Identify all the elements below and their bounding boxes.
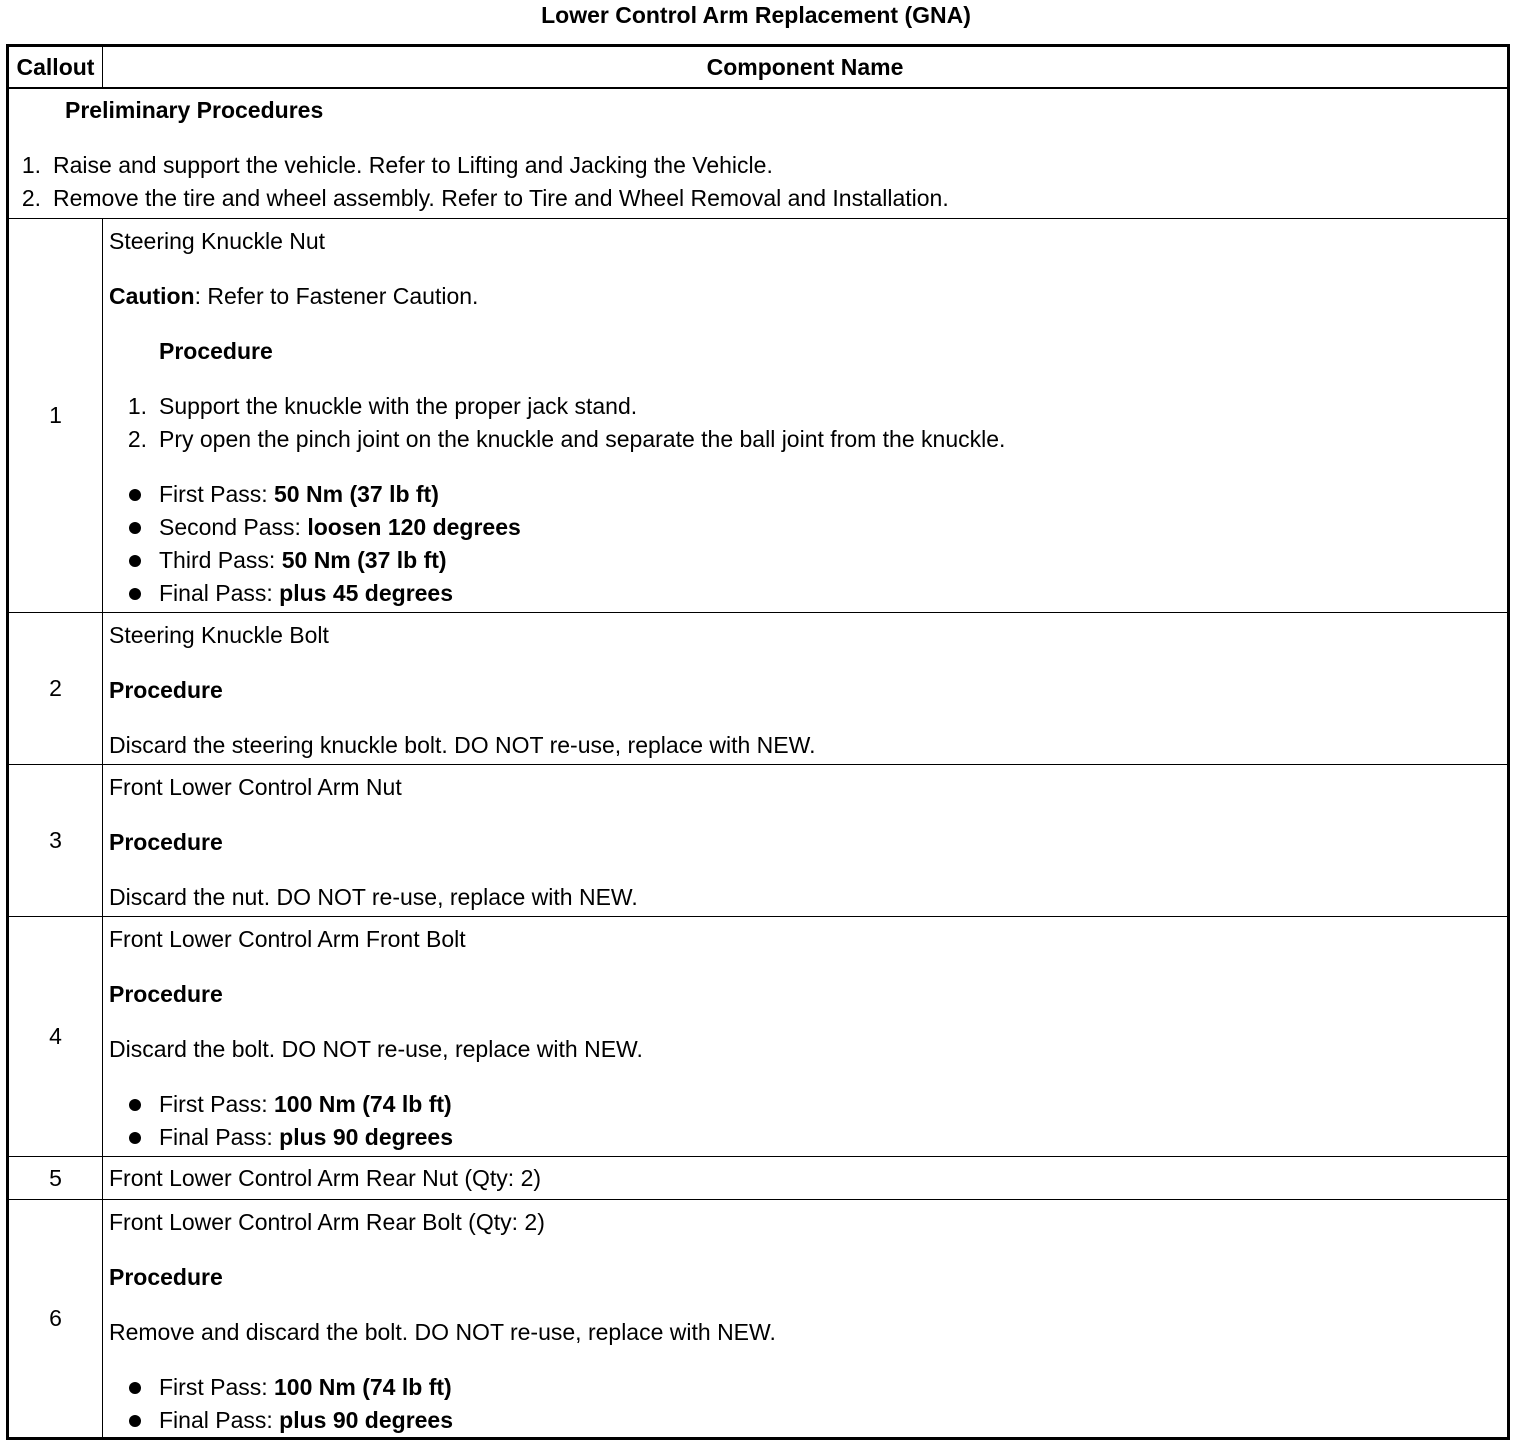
- component-name: Front Lower Control Arm Front Bolt: [109, 926, 466, 952]
- table-row: [8, 219, 1509, 613]
- callout-cell: 5: [8, 1157, 103, 1200]
- step-number: 2.: [21, 185, 41, 211]
- preliminary-cell: [8, 88, 1509, 219]
- pass-label: Third Pass:: [159, 547, 276, 573]
- procedure-text: Discard the nut. DO NOT re-use, replace with NEW.: [109, 884, 638, 910]
- procedure-heading: Procedure: [159, 338, 273, 364]
- pass-value: plus 90 degrees: [279, 1407, 454, 1433]
- component-cell: [103, 917, 1509, 1157]
- procedure-text: Discard the bolt. DO NOT re-use, replace with NEW.: [109, 1036, 643, 1062]
- table-row: [8, 765, 1509, 917]
- callout-cell: 4: [8, 917, 103, 1157]
- preliminary-row: [8, 88, 1509, 219]
- component-cell: [103, 1200, 1509, 1439]
- torque-pass: [109, 544, 1507, 577]
- pass-value: plus 45 degrees: [279, 580, 454, 606]
- preliminary-step: [9, 149, 1507, 182]
- callout-cell: 6: [8, 1200, 103, 1439]
- caution-label: Caution: [109, 283, 195, 309]
- pass-label: First Pass:: [159, 1374, 268, 1400]
- step-text: Raise and support the vehicle. Refer to Lifting and Jacking the Vehicle.: [53, 152, 773, 178]
- caution-line: [109, 280, 1507, 313]
- step-text: Pry open the pinch joint on the knuckle and separate the ball joint from the knuckle.: [159, 426, 1006, 452]
- bullet-icon: [129, 588, 141, 600]
- pass-value: 100 Nm (74 lb ft): [274, 1374, 452, 1400]
- table-row: [8, 1157, 1509, 1200]
- torque-pass: [109, 1088, 1507, 1121]
- table-row: [8, 917, 1509, 1157]
- step-number: 1.: [127, 393, 147, 419]
- torque-pass: [109, 1404, 1507, 1437]
- procedure-step: [65, 423, 1507, 456]
- component-table: [6, 44, 1510, 1440]
- caution-text: : Refer to Fastener Caution.: [194, 283, 479, 309]
- pass-label: Final Pass:: [159, 1124, 273, 1150]
- pass-label: Final Pass:: [159, 1407, 273, 1433]
- bullet-icon: [129, 1132, 141, 1144]
- preliminary-step: [9, 182, 1507, 215]
- procedure-text: Remove and discard the bolt. DO NOT re-use, replace with NEW.: [109, 1319, 776, 1345]
- preliminary-heading: Preliminary Procedures: [65, 97, 324, 123]
- pass-value: plus 90 degrees: [279, 1124, 454, 1150]
- table-row: [8, 613, 1509, 765]
- pass-label: Final Pass:: [159, 580, 273, 606]
- component-cell: [103, 613, 1509, 765]
- step-number: 2.: [127, 426, 147, 452]
- bullet-icon: [129, 555, 141, 567]
- component-cell: [103, 765, 1509, 917]
- component-name: Steering Knuckle Nut: [109, 228, 326, 254]
- pass-value: 50 Nm (37 lb ft): [274, 481, 439, 507]
- procedure-step: [65, 390, 1507, 423]
- callout-header: Callout: [8, 46, 103, 89]
- torque-pass: [109, 478, 1507, 511]
- torque-pass: [109, 1121, 1507, 1154]
- pass-value: 50 Nm (37 lb ft): [281, 547, 447, 573]
- component-cell: [103, 219, 1509, 613]
- pass-label: Second Pass:: [159, 514, 301, 540]
- component-cell: [103, 1157, 1509, 1200]
- callout-cell: 3: [8, 765, 103, 917]
- table-row: [8, 1200, 1509, 1439]
- procedure-heading: Procedure: [109, 981, 223, 1007]
- table-header-row: [8, 46, 1509, 89]
- pass-value: 100 Nm (74 lb ft): [274, 1091, 452, 1117]
- bullet-icon: [129, 522, 141, 534]
- callout-cell: 1: [8, 219, 103, 613]
- step-number: 1.: [21, 152, 41, 178]
- component-name-header: Component Name: [103, 46, 1509, 89]
- step-text: Remove the tire and wheel assembly. Refer to Tire and Wheel Removal and Installation.: [53, 185, 949, 211]
- torque-pass: [109, 577, 1507, 610]
- pass-label: First Pass:: [159, 481, 268, 507]
- component-name: Front Lower Control Arm Nut: [109, 774, 402, 800]
- component-name: Steering Knuckle Bolt: [109, 622, 329, 648]
- bullet-icon: [129, 489, 141, 501]
- bullet-icon: [129, 1099, 141, 1111]
- pass-value: loosen 120 degrees: [307, 514, 521, 540]
- torque-pass: [109, 1371, 1507, 1404]
- step-text: Support the knuckle with the proper jack stand.: [159, 393, 638, 419]
- bullet-icon: [129, 1415, 141, 1427]
- page-title: Lower Control Arm Replacement (GNA): [541, 2, 971, 28]
- pass-label: First Pass:: [159, 1091, 268, 1117]
- component-name: Front Lower Control Arm Rear Nut (Qty: 2): [109, 1164, 542, 1191]
- procedure-text: Discard the steering knuckle bolt. DO NOT re-use, replace with NEW.: [109, 732, 816, 758]
- procedure-heading: Procedure: [109, 829, 223, 855]
- callout-cell: 2: [8, 613, 103, 765]
- component-name: Front Lower Control Arm Rear Bolt (Qty: 2): [109, 1209, 545, 1235]
- procedure-heading: Procedure: [109, 677, 223, 703]
- torque-pass: [109, 511, 1507, 544]
- procedure-heading: Procedure: [109, 1264, 223, 1290]
- bullet-icon: [129, 1382, 141, 1394]
